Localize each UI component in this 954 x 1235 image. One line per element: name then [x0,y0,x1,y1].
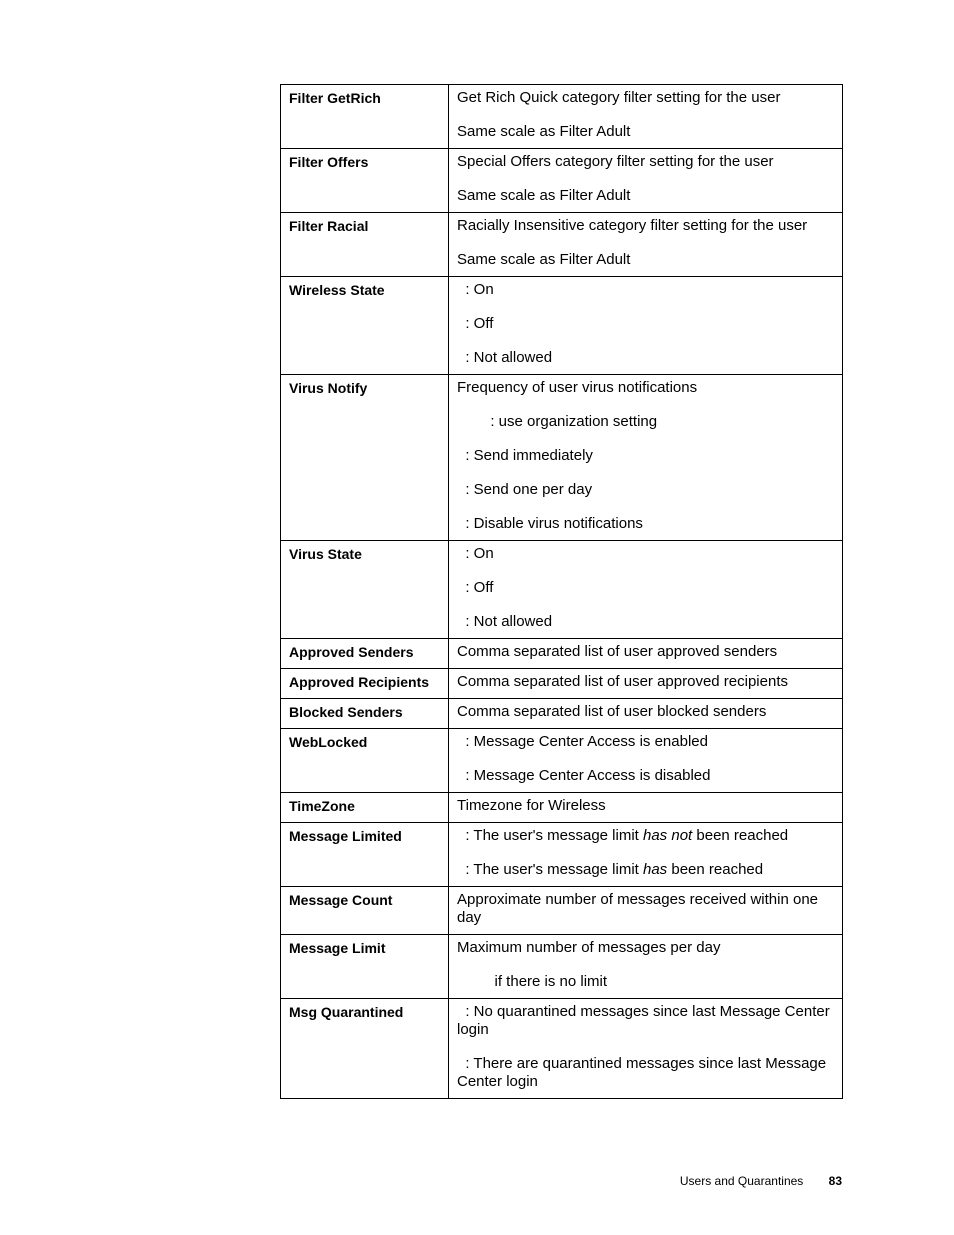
description-line [457,973,834,991]
row-description [449,85,843,149]
description-line [457,613,834,631]
line-text: : No quarantined messages since last Message Center login [457,1003,834,1038]
table-row [281,699,843,729]
line-text: : On [465,545,494,562]
description-line [457,545,834,563]
line-text: : Send immediately [465,447,593,464]
row-term: TimeZone [281,793,449,823]
line-text: : Disable virus notifications [465,515,643,532]
row-term: Message Limited [281,823,449,887]
description-line [457,379,834,397]
row-term: Filter Offers [281,149,449,213]
line-text-tail: been reached [692,827,789,844]
line-text: : Message Center Access is disabled [465,767,711,784]
row-term: Wireless State [281,277,449,375]
table-row [281,149,843,213]
row-term: Virus Notify [281,375,449,541]
table-row [281,887,843,935]
line-text: : The user's message limit [465,827,643,844]
row-term: Message Limit [281,935,449,999]
table-row [281,823,843,887]
line-text: Timezone for Wireless [457,797,606,814]
description-line [457,217,834,235]
emphasis-text: has [643,861,668,878]
table-row [281,85,843,149]
description-line [457,733,834,751]
row-term: Blocked Senders [281,699,449,729]
table-row [281,375,843,541]
line-text: Same scale as Filter Adult [457,251,631,268]
row-description [449,793,843,823]
row-description [449,935,843,999]
table-row [281,277,843,375]
row-term: Virus State [281,541,449,639]
description-line [457,251,834,269]
description-line [457,673,834,691]
description-line [457,827,834,845]
line-text: : The user's message limit [465,861,643,878]
description-line [457,281,834,299]
line-text: Comma separated list of user blocked senders [457,703,767,720]
page-number: 83 [828,1174,842,1188]
row-term: WebLocked [281,729,449,793]
description-line [457,579,834,597]
table-row [281,669,843,699]
row-term: Approved Recipients [281,669,449,699]
row-term: Message Count [281,887,449,935]
table-row [281,541,843,639]
description-line [457,861,834,879]
definition-table [280,84,843,1099]
line-text: : On [465,281,494,298]
description-line [457,797,834,815]
line-text: Approximate number of messages received within one day [457,891,823,926]
footer-section-title: Users and Quarantines [679,1174,804,1188]
line-text: if there is no limit [494,973,608,990]
line-text: : Send one per day [465,481,593,498]
line-text: Frequency of user virus notifications [457,379,698,396]
row-description [449,149,843,213]
table-row [281,793,843,823]
line-text: Comma separated list of user approved senders [457,643,778,660]
description-line [457,643,834,661]
table-row [281,639,843,669]
line-text: : use organization setting [490,413,658,430]
line-text: : Not allowed [465,613,553,630]
line-text: Racially Insensitive category filter setting for the user [457,217,808,234]
line-text: : Message Center Access is enabled [465,733,708,750]
row-term: Approved Senders [281,639,449,669]
row-description [449,213,843,277]
line-text: Comma separated list of user approved recipients [457,673,788,690]
line-text: : Off [465,579,494,596]
row-description [449,375,843,541]
row-term: Msg Quarantined [281,999,449,1099]
description-line [457,891,834,927]
description-line [457,1003,834,1039]
row-description [449,541,843,639]
table-row [281,729,843,793]
emphasis-text: has not [643,827,693,844]
description-line [457,703,834,721]
line-text: Get Rich Quick category filter setting for the user [457,89,781,106]
line-text: Same scale as Filter Adult [457,187,631,204]
row-description [449,669,843,699]
line-text: : There are quarantined messages since last Message Center login [457,1055,831,1090]
description-line [457,123,834,141]
description-line [457,1055,834,1091]
page-footer [680,1174,842,1188]
description-line [457,939,834,957]
table-row [281,999,843,1099]
row-description [449,729,843,793]
row-description [449,999,843,1099]
description-line [457,413,834,431]
line-indent [457,973,495,990]
description-line [457,153,834,171]
table-row [281,935,843,999]
row-term: Filter GetRich [281,85,449,149]
description-line [457,349,834,367]
description-line [457,767,834,785]
line-text: Special Offers category filter setting for the user [457,153,774,170]
description-line [457,89,834,107]
description-line [457,481,834,499]
row-description [449,823,843,887]
description-line [457,315,834,333]
line-indent [457,413,490,430]
line-text: Maximum number of messages per day [457,939,721,956]
row-description [449,277,843,375]
row-description [449,887,843,935]
line-text: : Off [465,315,494,332]
row-description [449,639,843,669]
row-description [449,699,843,729]
line-text: : Not allowed [465,349,553,366]
description-line [457,447,834,465]
description-line [457,515,834,533]
table-row [281,213,843,277]
description-line [457,187,834,205]
line-text: Same scale as Filter Adult [457,123,631,140]
row-term: Filter Racial [281,213,449,277]
line-text-tail: been reached [667,861,764,878]
